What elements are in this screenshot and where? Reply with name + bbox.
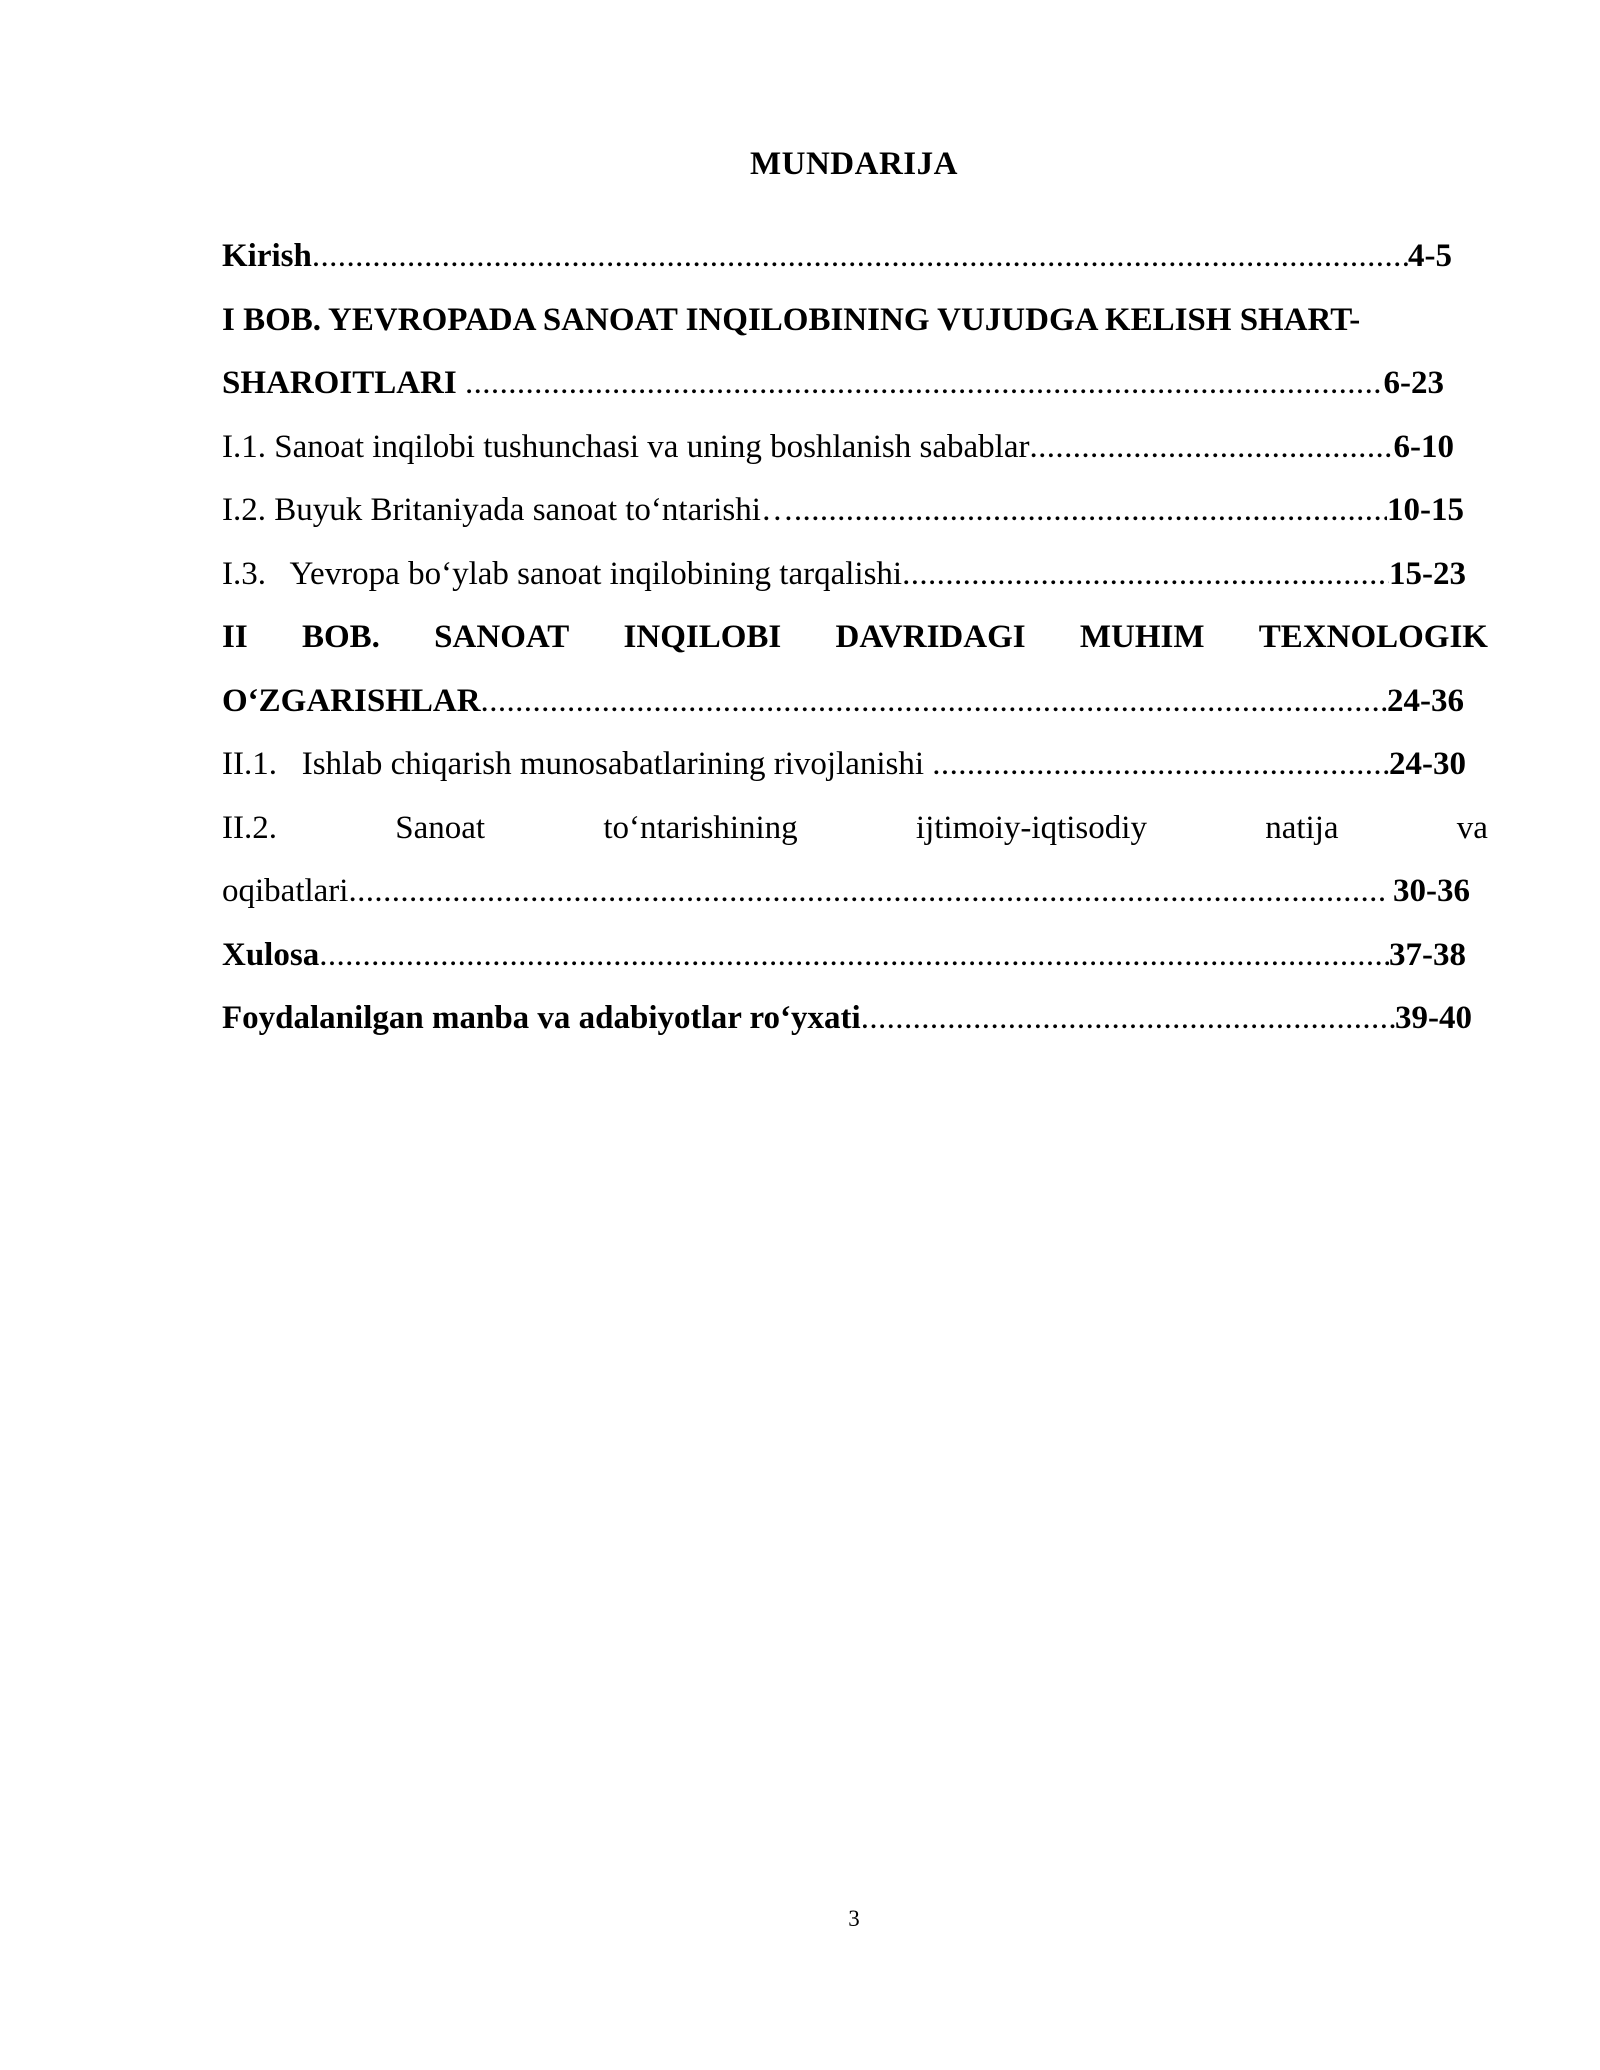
toc-entry-title: I BOB. YEVROPADA SANOAT INQILOBINING VUJUDGA KELISH SHART- <box>222 301 1361 338</box>
toc-page-range: 6-23 <box>1383 365 1444 401</box>
toc-word: TEXNOLOGIK <box>1258 619 1488 655</box>
toc-word: MUHIM <box>1079 619 1205 655</box>
dot-leader <box>902 543 1389 607</box>
toc-page-range: 10-15 <box>1387 492 1464 528</box>
toc-entry-title: Foydalanilgan manba va adabiyotlar ro‘yxati <box>222 1000 861 1036</box>
toc-word: SANOAT <box>434 619 570 655</box>
dot-leader <box>861 987 1395 1051</box>
dot-leader <box>312 225 1408 289</box>
toc-word: ijtimoiy-iqtisodiy <box>915 809 1147 846</box>
toc-entry-title: O‘ZGARISHLAR <box>222 682 481 719</box>
toc-entry-title: SHAROITLARI <box>222 365 465 401</box>
table-of-contents <box>222 225 1488 1051</box>
toc-entry-title: II.1. Ishlab chiqarish munosabatlarining rivojlanishi <box>222 746 933 782</box>
toc-entry-title: I.2. Buyuk Britaniyada sanoat to‘ntarishi… <box>222 492 794 528</box>
toc-page-range: 24-30 <box>1389 746 1466 782</box>
toc-word: DAVRIDAGI <box>835 619 1026 655</box>
toc-word: Sanoat <box>395 809 486 846</box>
toc-page-range: 24-36 <box>1387 682 1464 719</box>
toc-page-range: 37-38 <box>1389 936 1466 973</box>
toc-entry-section-1-1[interactable] <box>222 416 1454 480</box>
dot-leader <box>932 733 1389 797</box>
toc-entry-chapter-2[interactable] <box>222 606 1488 670</box>
toc-entry-title: Xulosa <box>222 936 320 973</box>
toc-word: INQILOBI <box>623 619 782 655</box>
toc-entry-section-2-1[interactable] <box>222 733 1466 797</box>
toc-entry-section-1-3[interactable] <box>222 543 1466 607</box>
toc-entry-adabiyotlar[interactable] <box>222 987 1472 1051</box>
toc-word: to‘ntarishining <box>603 809 798 846</box>
toc-entry-chapter-2-continued[interactable] <box>222 670 1464 734</box>
dot-leader <box>794 479 1387 543</box>
toc-entry-chapter-1[interactable] <box>222 289 1488 353</box>
page-title: MUNDARIJA <box>750 146 958 182</box>
toc-entry-section-1-2[interactable] <box>222 479 1464 543</box>
toc-entry-title: oqibatlari <box>222 873 349 909</box>
toc-page-range: 39-40 <box>1395 1000 1472 1036</box>
toc-word: II <box>222 619 248 655</box>
toc-word: II.2. <box>222 809 277 846</box>
toc-page-range: 30-36 <box>1384 873 1470 909</box>
toc-page-range: 15-23 <box>1389 555 1466 592</box>
toc-entry-xulosa[interactable] <box>222 924 1466 988</box>
toc-entry-title: I.3. Yevropa bo‘ylab sanoat inqilobining tarqalishi <box>222 555 903 592</box>
toc-entry-title: Kirish <box>222 238 312 274</box>
toc-page-range: 4-5 <box>1408 238 1452 274</box>
dot-leader <box>481 670 1387 734</box>
toc-entry-section-2-2[interactable] <box>222 797 1488 861</box>
toc-entry-kirish[interactable] <box>222 225 1452 289</box>
toc-entry-section-2-2-continued[interactable] <box>222 860 1470 924</box>
dot-leader <box>319 924 1389 988</box>
dot-leader <box>1029 416 1393 480</box>
page-number: 3 <box>848 1906 860 1931</box>
toc-word: va <box>1456 809 1488 846</box>
toc-page-range: 6-10 <box>1393 428 1454 465</box>
dot-leader <box>348 860 1384 924</box>
toc-entry-title: I.1. Sanoat inqilobi tushunchasi va uning boshlanish sabablar <box>222 428 1030 465</box>
dot-leader <box>465 352 1384 416</box>
toc-word: BOB. <box>301 619 380 655</box>
toc-word: natija <box>1265 809 1339 846</box>
toc-entry-chapter-1-continued[interactable] <box>222 352 1444 416</box>
